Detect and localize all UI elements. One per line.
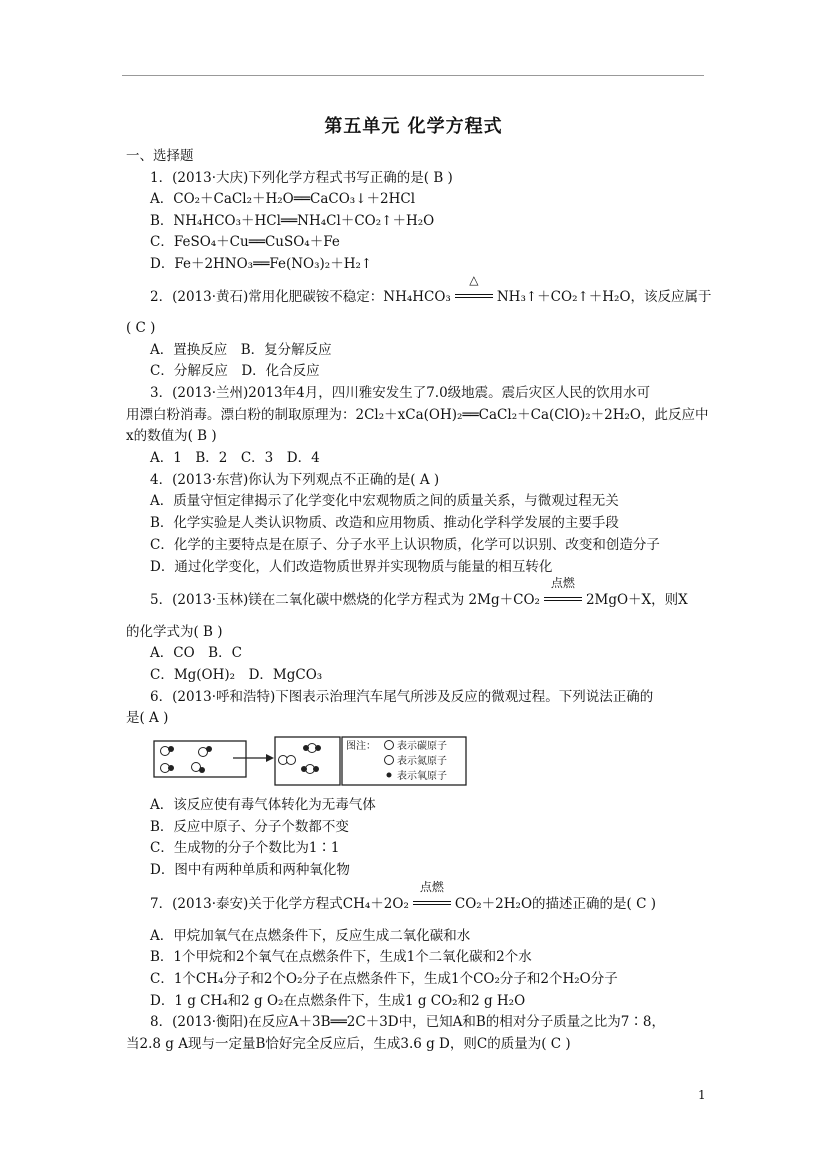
question-7-option-a: A．甲烷加氧气在点燃条件下，反应生成二氧化碳和水 [150,928,471,944]
question-4-option-b: B．化学实验是人类认识物质、改造和应用物质、推动化学科学发展的主要手段 [150,515,619,531]
ignite-condition-arrow [544,576,582,605]
page-title: 第五单元 化学方程式 [324,116,503,137]
section-heading: 一、选择题 [126,148,194,164]
ignite-label: 点燃 [419,880,444,894]
question-8-line-1: 8．(2013·衡阳)在反应A＋3B══2C＋3D中，已知A和B的相对分子质量之比为7∶8， [150,1014,665,1030]
question-8-line-2: 当2.8 g A现与一定量B恰好完全反应后，生成3.6 g D，则C的质量为( C ) [126,1036,571,1052]
legend-title: 图注： [346,741,376,752]
question-6-option-c: C．生成物的分子个数比为1∶1 [150,840,340,856]
question-1-option-a: A．CO₂＋CaCl₂＋H₂O══CaCO₃↓＋2HCl [150,191,416,207]
question-6-option-a: A．该反应使有毒气体转化为无毒气体 [150,797,376,813]
question-6-line-1: 6．(2013·呼和浩特)下图表示治理汽车尾气所涉及反应的微观过程。下列说法正确的 [150,689,654,705]
ignite-label: 点燃 [550,576,575,590]
question-2-options-2: C．分解反应 D．化合反应 [150,363,320,379]
question-2-stem [150,273,712,307]
question-2-stem-right: NH₃↑＋CO₂↑＋H₂O，该反应属于 [496,289,712,305]
question-1-option-b: B．NH₄HCO₃＋HCl══NH₄Cl＋CO₂↑＋H₂O [150,213,435,229]
question-3-line-1: 3．(2013·兰州)2013年4月，四川雅安发生了7.0级地震。震后灾区人民的饮用水可 [150,385,651,401]
legend-carbon: 表示碳原子 [397,741,447,752]
question-3-line-2: 用漂白粉消毒。漂白粉的制取原理为：2Cl₂＋xCa(OH)₂══CaCl₂＋Ca(ClO)₂＋2H₂O，此反应中 [126,407,709,423]
question-7-option-b: B．1个甲烷和2个氧气在点燃条件下，生成1个二氧化碳和2个水 [150,949,532,965]
question-5-options-1: A．CO B．C [150,645,242,661]
question-2-stem-left: 2．(2013·黄石)常用化肥碳铵不稳定：NH₄HCO₃ [150,289,451,305]
page-number: 1 [698,1088,706,1102]
question-5-line-2: 的化学式为( B ) [126,624,223,640]
question-1-option-c: C．FeSO₄＋Cu══CuSO₄＋Fe [150,234,340,250]
question-7-option-d: D．1 g CH₄和2 g O₂在点燃条件下，生成1 g CO₂和2 g H₂O [150,993,526,1009]
heat-condition-arrow [455,273,493,302]
question-4-option-d: D．通过化学变化，人们改造物质世界并实现物质与能量的相互转化 [150,559,553,575]
question-7-stem [150,880,656,914]
question-6-option-b: B．反应中原子、分子个数都不变 [150,819,349,835]
question-7-option-c: C．1个CH₄分子和2个O₂分子在点燃条件下，生成1个CO₂分子和2个H₂O分子 [150,971,618,987]
question-7-stem-right: CO₂＋2H₂O的描述正确的是( C ) [454,896,656,912]
question-4-option-a: A．质量守恒定律揭示了化学变化中宏观物质之间的质量关系，与微观过程无关 [150,493,619,509]
header-rule [122,75,704,76]
question-5-stem-right: 2MgO＋X，则X [585,592,688,608]
question-2-answer: ( C ) [126,320,156,336]
question-7-stem-left: 7．(2013·泰安)关于化学方程式CH₄＋2O₂ [150,896,409,912]
question-1-option-d: D．Fe＋2HNO₃══Fe(NO₃)₂＋H₂↑ [150,256,373,272]
legend-nitrogen: 表示氮原子 [397,756,447,767]
question-5-stem [150,576,688,610]
question-3-line-3: x的数值为( B ) [126,428,217,444]
heat-symbol: △ [469,273,479,287]
legend-oxygen: 表示氧原子 [397,771,447,782]
ignite-condition-arrow [413,880,451,909]
question-3-options: A．1 B．2 C．3 D．4 [150,450,320,466]
question-4-stem: 4．(2013·东营)你认为下列观点不正确的是( A ) [150,472,440,488]
question-5-options-2: C．Mg(OH)₂ D．MgCO₃ [150,667,323,683]
question-5-stem-left: 5．(2013·玉林)镁在二氧化碳中燃烧的化学方程式为 2Mg＋CO₂ [150,592,540,608]
reaction-diagram [153,735,469,787]
question-4-option-c: C．化学的主要特点是在原子、分子水平上认识物质，化学可以识别、改变和创造分子 [150,537,660,553]
question-6-line-2: 是( A ) [126,710,169,726]
question-6-option-d: D．图中有两种单质和两种氧化物 [150,862,350,878]
question-1-stem: 1．(2013·大庆)下列化学方程式书写正确的是( B ) [150,170,453,186]
question-2-options-1: A．置换反应 B．复分解反应 [150,342,332,358]
reaction-diagram-graphic [153,735,469,787]
